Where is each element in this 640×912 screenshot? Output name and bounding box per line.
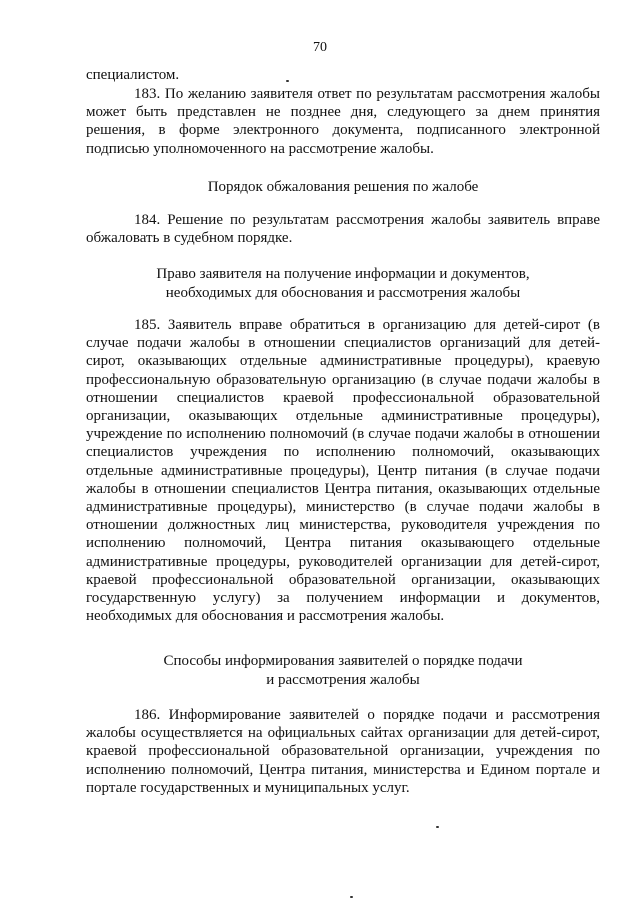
section-heading-appeal: Порядок обжалования решения по жалобе — [207, 179, 479, 195]
scan-speck — [436, 826, 439, 828]
scan-speck — [286, 80, 289, 82]
scan-speck — [350, 896, 353, 898]
section-heading-methods-line-2: и рассмотрения жалобы — [266, 671, 420, 688]
paragraph-183: 183. По желанию заявителя ответ по результатам рассмотрения жалобы может быть представлен не позднее дня, следующего за днем принятия решения, в форме электронного документа, подписанного электронной подписью уполномоченного на рассмотрение жалобы. — [86, 86, 600, 157]
paragraph-184: 184. Решение по результатам рассмотрения жалобы заявитель вправе обжаловать в судебном порядке. — [86, 212, 600, 247]
section-heading-rights-line-2: необходимых для обоснования и рассмотрения жалобы — [165, 284, 521, 301]
section-heading-methods-line-1: Способы информирования заявителей о порядке подачи — [163, 653, 523, 669]
section-heading-rights-line-1: Право заявителя на получение информации и документов, — [156, 266, 530, 282]
continuation-text: специалистом. — [86, 67, 180, 83]
paragraph-185: 185. Заявитель вправе обратиться в организацию для детей-сирот (в случае подачи жалобы в отношении специалистов организаций для детей-сирот, оказывающих отдельные административные процедуры), краевую профессиональную образовательную организацию (в случае подачи жалобы в отношении специалистов краевой профессиональной образовательной организации, оказывающих отдельные административные процедуры), учреждение по исполнению полномочий (в случае подачи жалобы в отношении специалистов учреждения по исполнению полномочий, оказывающих отдельные административные процедуры), Центр питания (в случае подачи жалобы в отношении специалистов Центра питания, оказывающих отдельные административные процедуры), министерство (в случае подачи жалобы в отношении должностных лиц министерства, руководителя учреждения по исполнению полномочий, Центра питания оказывающего отдельные административные процедуры, руководителей организации для детей-сирот, краевой профессиональной образовательной организации, оказывающих государственную услугу) за получением информации и документов, необходимых для обоснования и рассмотрения жалобы. — [86, 317, 600, 625]
page-number: 70 — [313, 40, 327, 55]
paragraph-186: 186. Информирование заявителей о порядке подачи и рассмотрения жалобы осуществляется на официальных сайтах организации для детей-сирот, краевой профессиональной образовательной организации, учреждения по исполнению полномочий, Центра питания, министерства и Едином портале и портале государственных и муниципальных услуг. — [86, 707, 600, 796]
section-heading-rights — [86, 265, 600, 302]
section-heading-methods — [86, 652, 600, 689]
